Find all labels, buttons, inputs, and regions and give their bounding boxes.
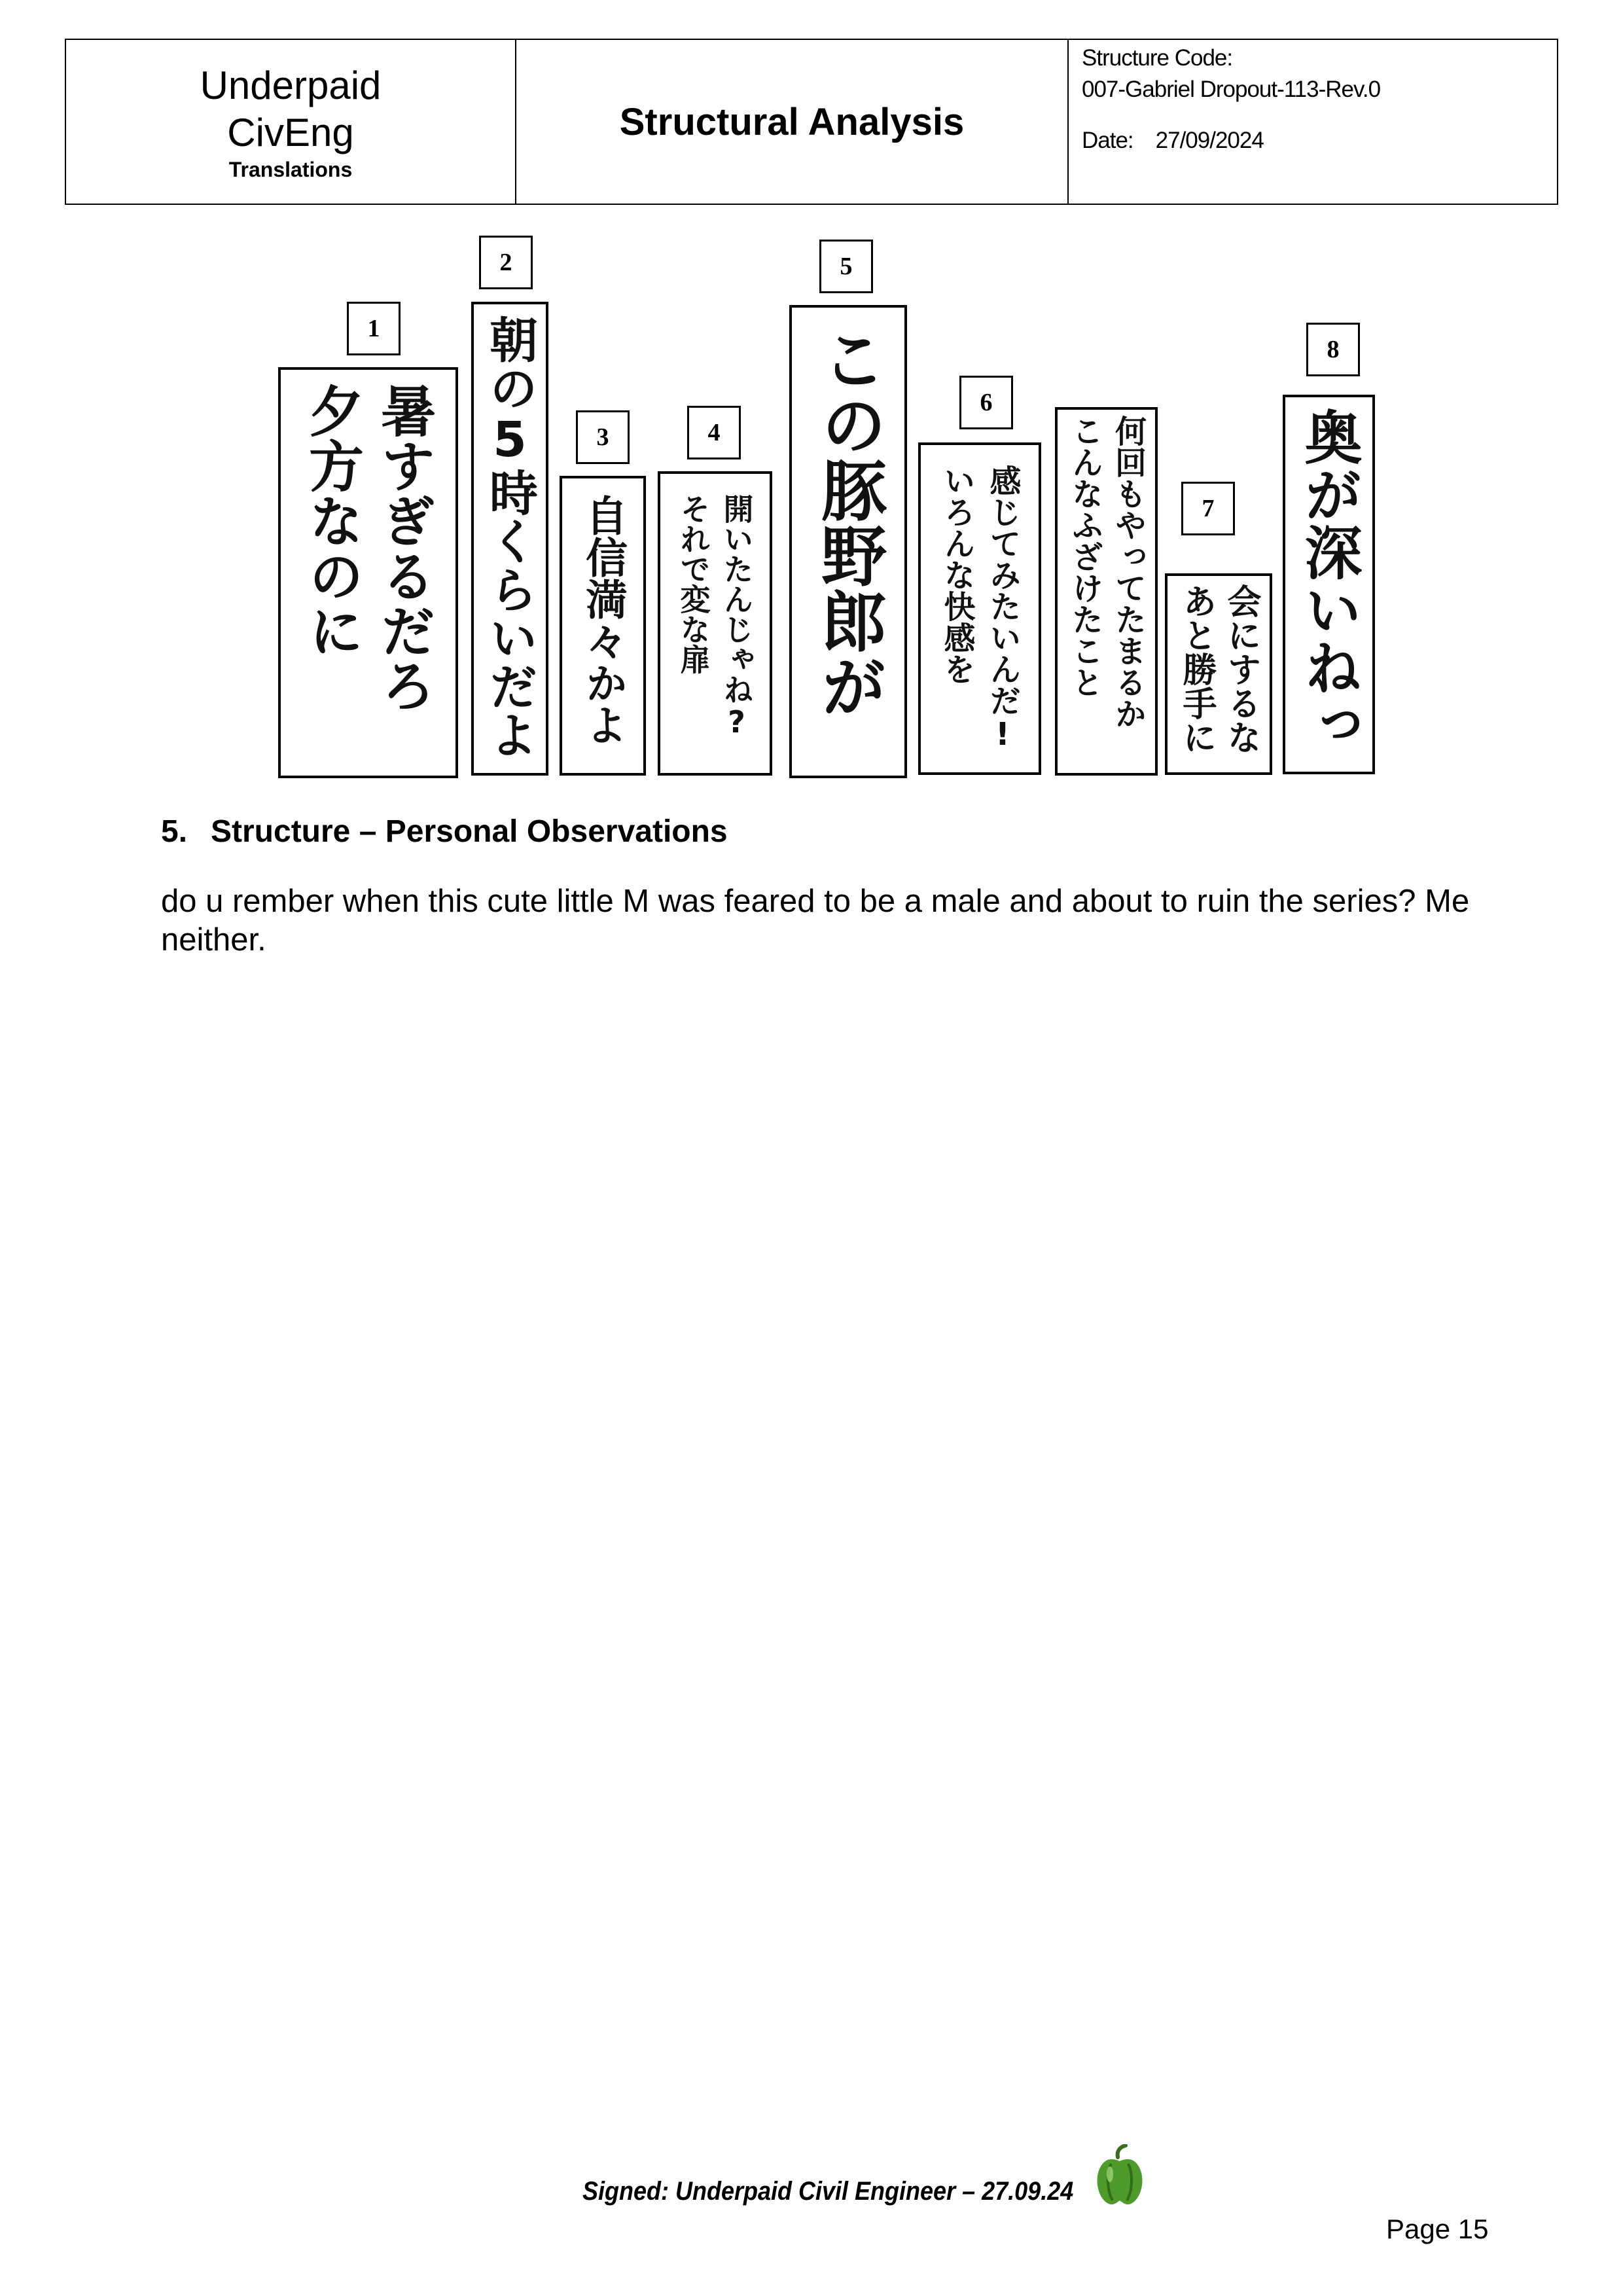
speech-strip-7 bbox=[1165, 573, 1272, 775]
document-title: Structural Analysis bbox=[619, 100, 965, 143]
strip-2-column-1: 朝の5時くらいだよ bbox=[482, 315, 538, 759]
strip-7-column-2: 会にするな bbox=[1221, 584, 1260, 754]
speech-strip-1 bbox=[278, 367, 458, 778]
company-name-line1: Underpaid bbox=[200, 63, 382, 107]
strip-unnumbered-column-1: こんなふざけたこと bbox=[1066, 415, 1103, 698]
speech-bubble-figure bbox=[0, 0, 1623, 785]
strip-1-column-2: 暑すぎるだろ bbox=[372, 383, 437, 713]
strip-5-column-1: この豚野郎が bbox=[810, 326, 887, 719]
strip-number-1: 1 bbox=[347, 302, 401, 355]
structure-code-label: Structure Code: bbox=[1082, 45, 1233, 71]
strip-number-2: 2 bbox=[479, 236, 533, 289]
speech-strip-4 bbox=[658, 471, 772, 776]
speech-strip-6 bbox=[918, 442, 1041, 775]
strip-number-5: 5 bbox=[819, 240, 873, 293]
speech-strip-5 bbox=[789, 305, 907, 778]
speech-strip-unnumbered bbox=[1055, 407, 1158, 776]
structure-code-value: 007-Gabriel Dropout-113-Rev.0 bbox=[1082, 77, 1381, 102]
strip-number-6: 6 bbox=[959, 376, 1013, 429]
strip-8-column-1: 奥が深いねっ bbox=[1295, 408, 1363, 753]
section-body: do u rember when this cute little M was feared to be a male and about to ruin the series? Me neither. bbox=[161, 884, 1470, 958]
company-name-line2: CivEng bbox=[227, 110, 354, 154]
section-number: 5. bbox=[161, 814, 188, 849]
strip-4-column-2: 開いたんじゃね? bbox=[719, 493, 755, 740]
strip-number-8: 8 bbox=[1306, 323, 1360, 376]
strip-number-4: 4 bbox=[687, 406, 741, 459]
company-subtitle: Translations bbox=[228, 157, 353, 181]
strip-6-column-2: 感じてみたいんだ! bbox=[984, 465, 1021, 753]
section-heading-text: Structure – Personal Observations bbox=[211, 814, 728, 849]
strip-4-column-1: それで変な扉 bbox=[675, 493, 711, 674]
section-heading bbox=[161, 814, 728, 850]
date-value: 27/09/2024 bbox=[1155, 128, 1264, 153]
strip-number-7: 7 bbox=[1181, 482, 1235, 535]
page-number: Page 15 bbox=[1386, 2214, 1489, 2244]
speech-strip-2 bbox=[471, 302, 548, 776]
strip-6-column-1: いろんな快感を bbox=[938, 465, 975, 685]
signature-line: Signed: Underpaid Civil Engineer – 27.09.24 bbox=[582, 2177, 1074, 2206]
strip-3-column-1: 自信満々かよ bbox=[579, 494, 627, 745]
strip-number-3: 3 bbox=[576, 410, 630, 464]
date-label: Date: bbox=[1082, 128, 1133, 153]
green-bell-pepper-icon bbox=[1092, 2144, 1148, 2207]
speech-strip-3 bbox=[560, 476, 646, 776]
strip-unnumbered-column-2: 何回もやってたまるか bbox=[1109, 415, 1147, 729]
strip-7-column-1: あと勝手に bbox=[1177, 584, 1216, 754]
strip-1-column-1: 夕方なのに bbox=[300, 383, 365, 658]
speech-strip-8 bbox=[1283, 395, 1375, 774]
